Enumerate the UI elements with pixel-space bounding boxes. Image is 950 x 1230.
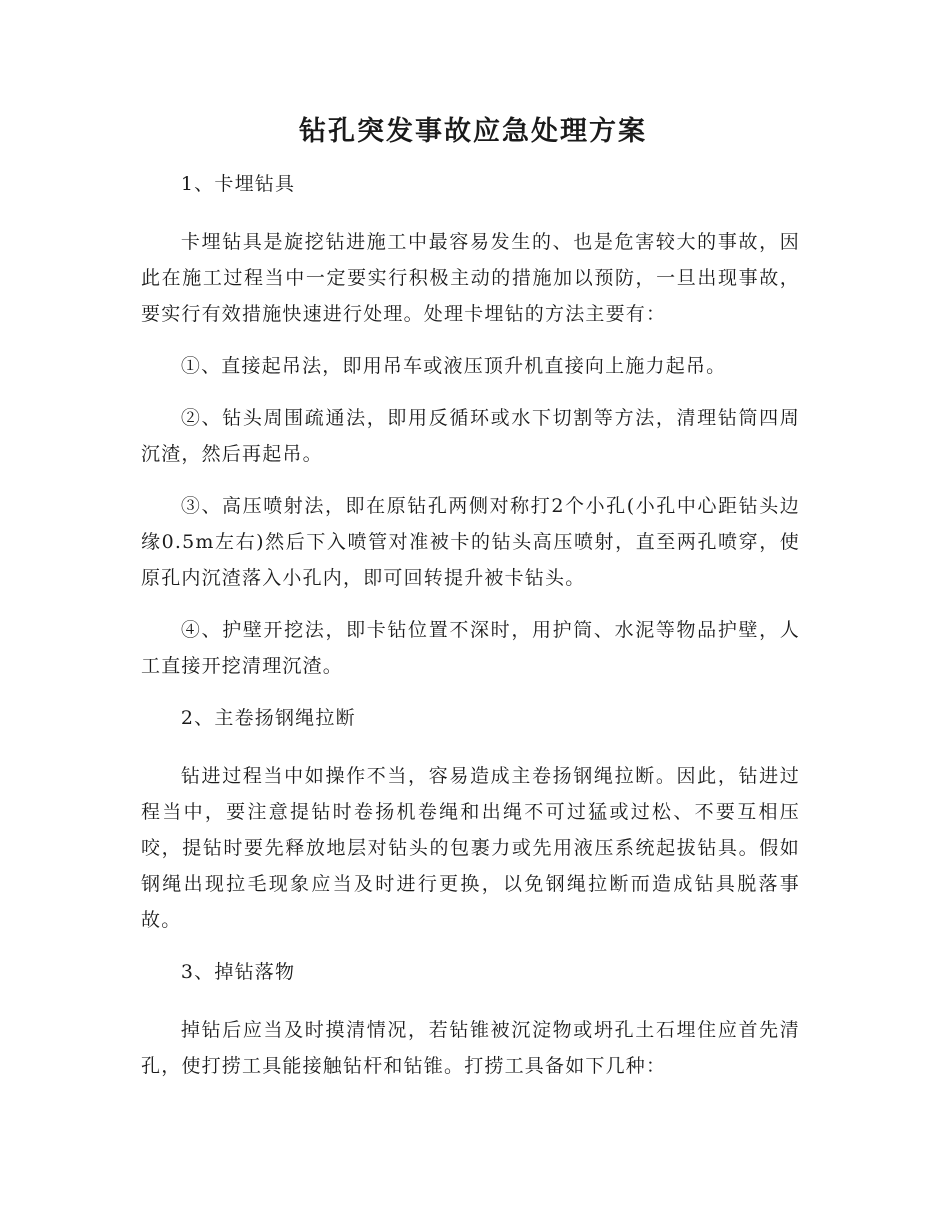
method-item-1: ①、直接起吊法，即用吊车或液压顶升机直接向上施力起吊。 [180,355,727,377]
section-heading-1: 1、卡埋钻具 [180,173,296,195]
paragraph-intro: 卡埋钻具是旋挖钻进施工中最容易发生的、也是危害较大的事故，因此在施工过程当中一定要实行积极主动的措施加以预防，一旦出现事故，要实行有效措施快速进行处理。处理卡埋钻的方法主要有： [141,231,800,325]
method-item-4: ④、护壁开挖法，即卡钻位置不深时，用护筒、水泥等物品护壁，人工直接开挖清理沉渣。 [141,619,800,677]
paragraph-rope-break: 钻进过程当中如操作不当，容易造成主卷扬钢绳拉断。因此，钻进过程当中，要注意提钻时卷扬机卷绳和出绳不可过猛或过松、不要互相压咬，提钻时要先释放地层对钻头的包裹力或先用液压系统起拔钻具。假如钢绳出现拉毛现象应当及时进行更换，以免钢绳拉断而造成钻具脱落事故。 [141,765,800,931]
section-heading-2: 2、主卷扬钢绳拉断 [180,707,356,729]
paragraph-dropped-drill: 掉钻后应当及时摸清情况，若钻锥被沉淀物或坍孔土石埋住应首先清孔，使打捞工具能接触钻杆和钻锥。打捞工具备如下几种： [141,1019,800,1077]
document-title: 钻孔突发事故应急处理方案 [299,116,647,147]
section-heading-3: 3、掉钻落物 [180,961,296,983]
method-item-2: ②、钻头周围疏通法，即用反循环或水下切割等方法，清理钻筒四周沉渣，然后再起吊。 [141,407,800,465]
method-item-3: ③、高压喷射法，即在原钻孔两侧对称打2个小孔(小孔中心距钻头边缘0.5m左右)然后下入喷管对准被卡的钻头高压喷射，直至两孔喷穿，使原孔内沉渣落入小孔内，即可回转提升被卡钻头。 [141,495,800,589]
